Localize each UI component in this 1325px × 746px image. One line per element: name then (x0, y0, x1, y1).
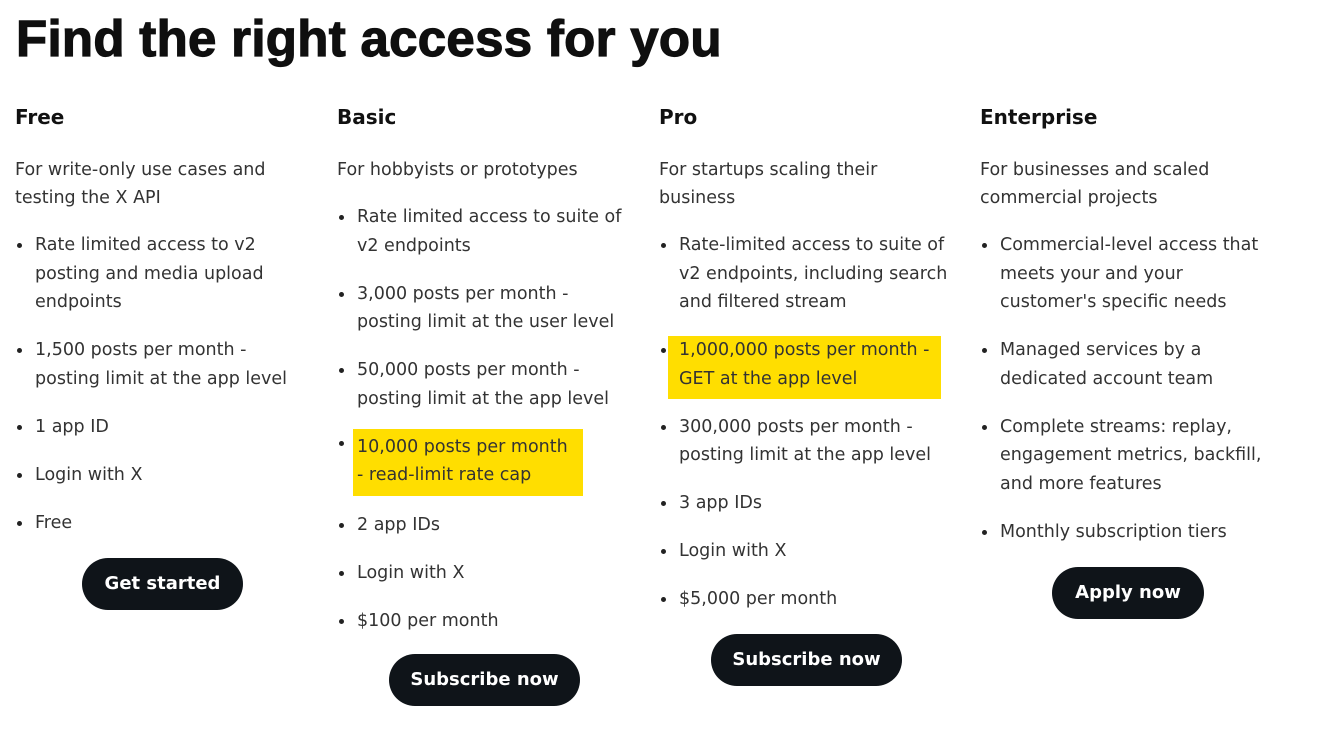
feature-item: Rate limited access to suite of v2 endpoints (337, 203, 637, 260)
plan-enterprise (980, 100, 1280, 546)
feature-item: $100 per month (337, 607, 637, 636)
feature-item: Complete streams: replay, engagement metrics, backfill, and more features (980, 413, 1280, 499)
feature-list (337, 203, 637, 636)
feature-list (980, 231, 1280, 546)
feature-item: $5,000 per month (659, 585, 959, 614)
feature-item: 1,500 posts per month - posting limit at the app level (15, 336, 315, 393)
plan-description: For startups scaling their business (659, 160, 878, 208)
plan-description: For businesses and scaled commercial projects (980, 160, 1210, 208)
highlight-mark: 1,000,000 posts per month - GET at the app level (668, 336, 941, 399)
plan-pro (659, 100, 959, 614)
apply-now-button[interactable]: Apply now (1052, 567, 1204, 619)
feature-item: Managed services by a dedicated account team (980, 336, 1280, 393)
feature-item: 3 app IDs (659, 489, 959, 518)
feature-item: Rate limited access to v2 posting and media upload endpoints (15, 231, 315, 317)
feature-item: Free (15, 509, 315, 538)
feature-item: Login with X (337, 559, 637, 588)
plan-free (15, 100, 315, 537)
feature-item: Commercial-level access that meets your and your customer's specific needs (980, 231, 1280, 317)
subscribe-pro-button[interactable]: Subscribe now (711, 634, 902, 686)
plan-name: Free (15, 105, 65, 129)
feature-list (15, 231, 315, 537)
feature-list (659, 231, 959, 614)
subscribe-basic-button[interactable]: Subscribe now (389, 654, 580, 706)
plan-description: For write-only use cases and testing the X API (15, 160, 266, 208)
plan-name: Pro (659, 105, 698, 129)
highlight-mark: 10,000 posts per month - read-limit rate cap (353, 429, 583, 496)
feature-item: Rate-limited access to suite of v2 endpoints, including search and filtered stream (659, 231, 959, 317)
plan-name: Enterprise (980, 105, 1098, 129)
plan-description: For hobbyists or prototypes (337, 160, 578, 180)
feature-item: 50,000 posts per month - posting limit at the app level (337, 356, 637, 413)
get-started-button[interactable]: Get started (82, 558, 243, 610)
plan-basic (337, 100, 637, 636)
feature-item: 2 app IDs (337, 511, 637, 540)
feature-item: Login with X (659, 537, 959, 566)
feature-item: Monthly subscription tiers (980, 518, 1280, 547)
feature-item: Login with X (15, 461, 315, 490)
feature-item-highlighted (659, 336, 959, 399)
feature-item: 1 app ID (15, 413, 315, 442)
plan-name: Basic (337, 105, 397, 129)
feature-item-highlighted (337, 429, 637, 496)
page-title: Find the right access for you (16, 10, 722, 67)
feature-item: 3,000 posts per month - posting limit at the user level (337, 280, 637, 337)
feature-item: 300,000 posts per month - posting limit at the app level (659, 413, 959, 470)
